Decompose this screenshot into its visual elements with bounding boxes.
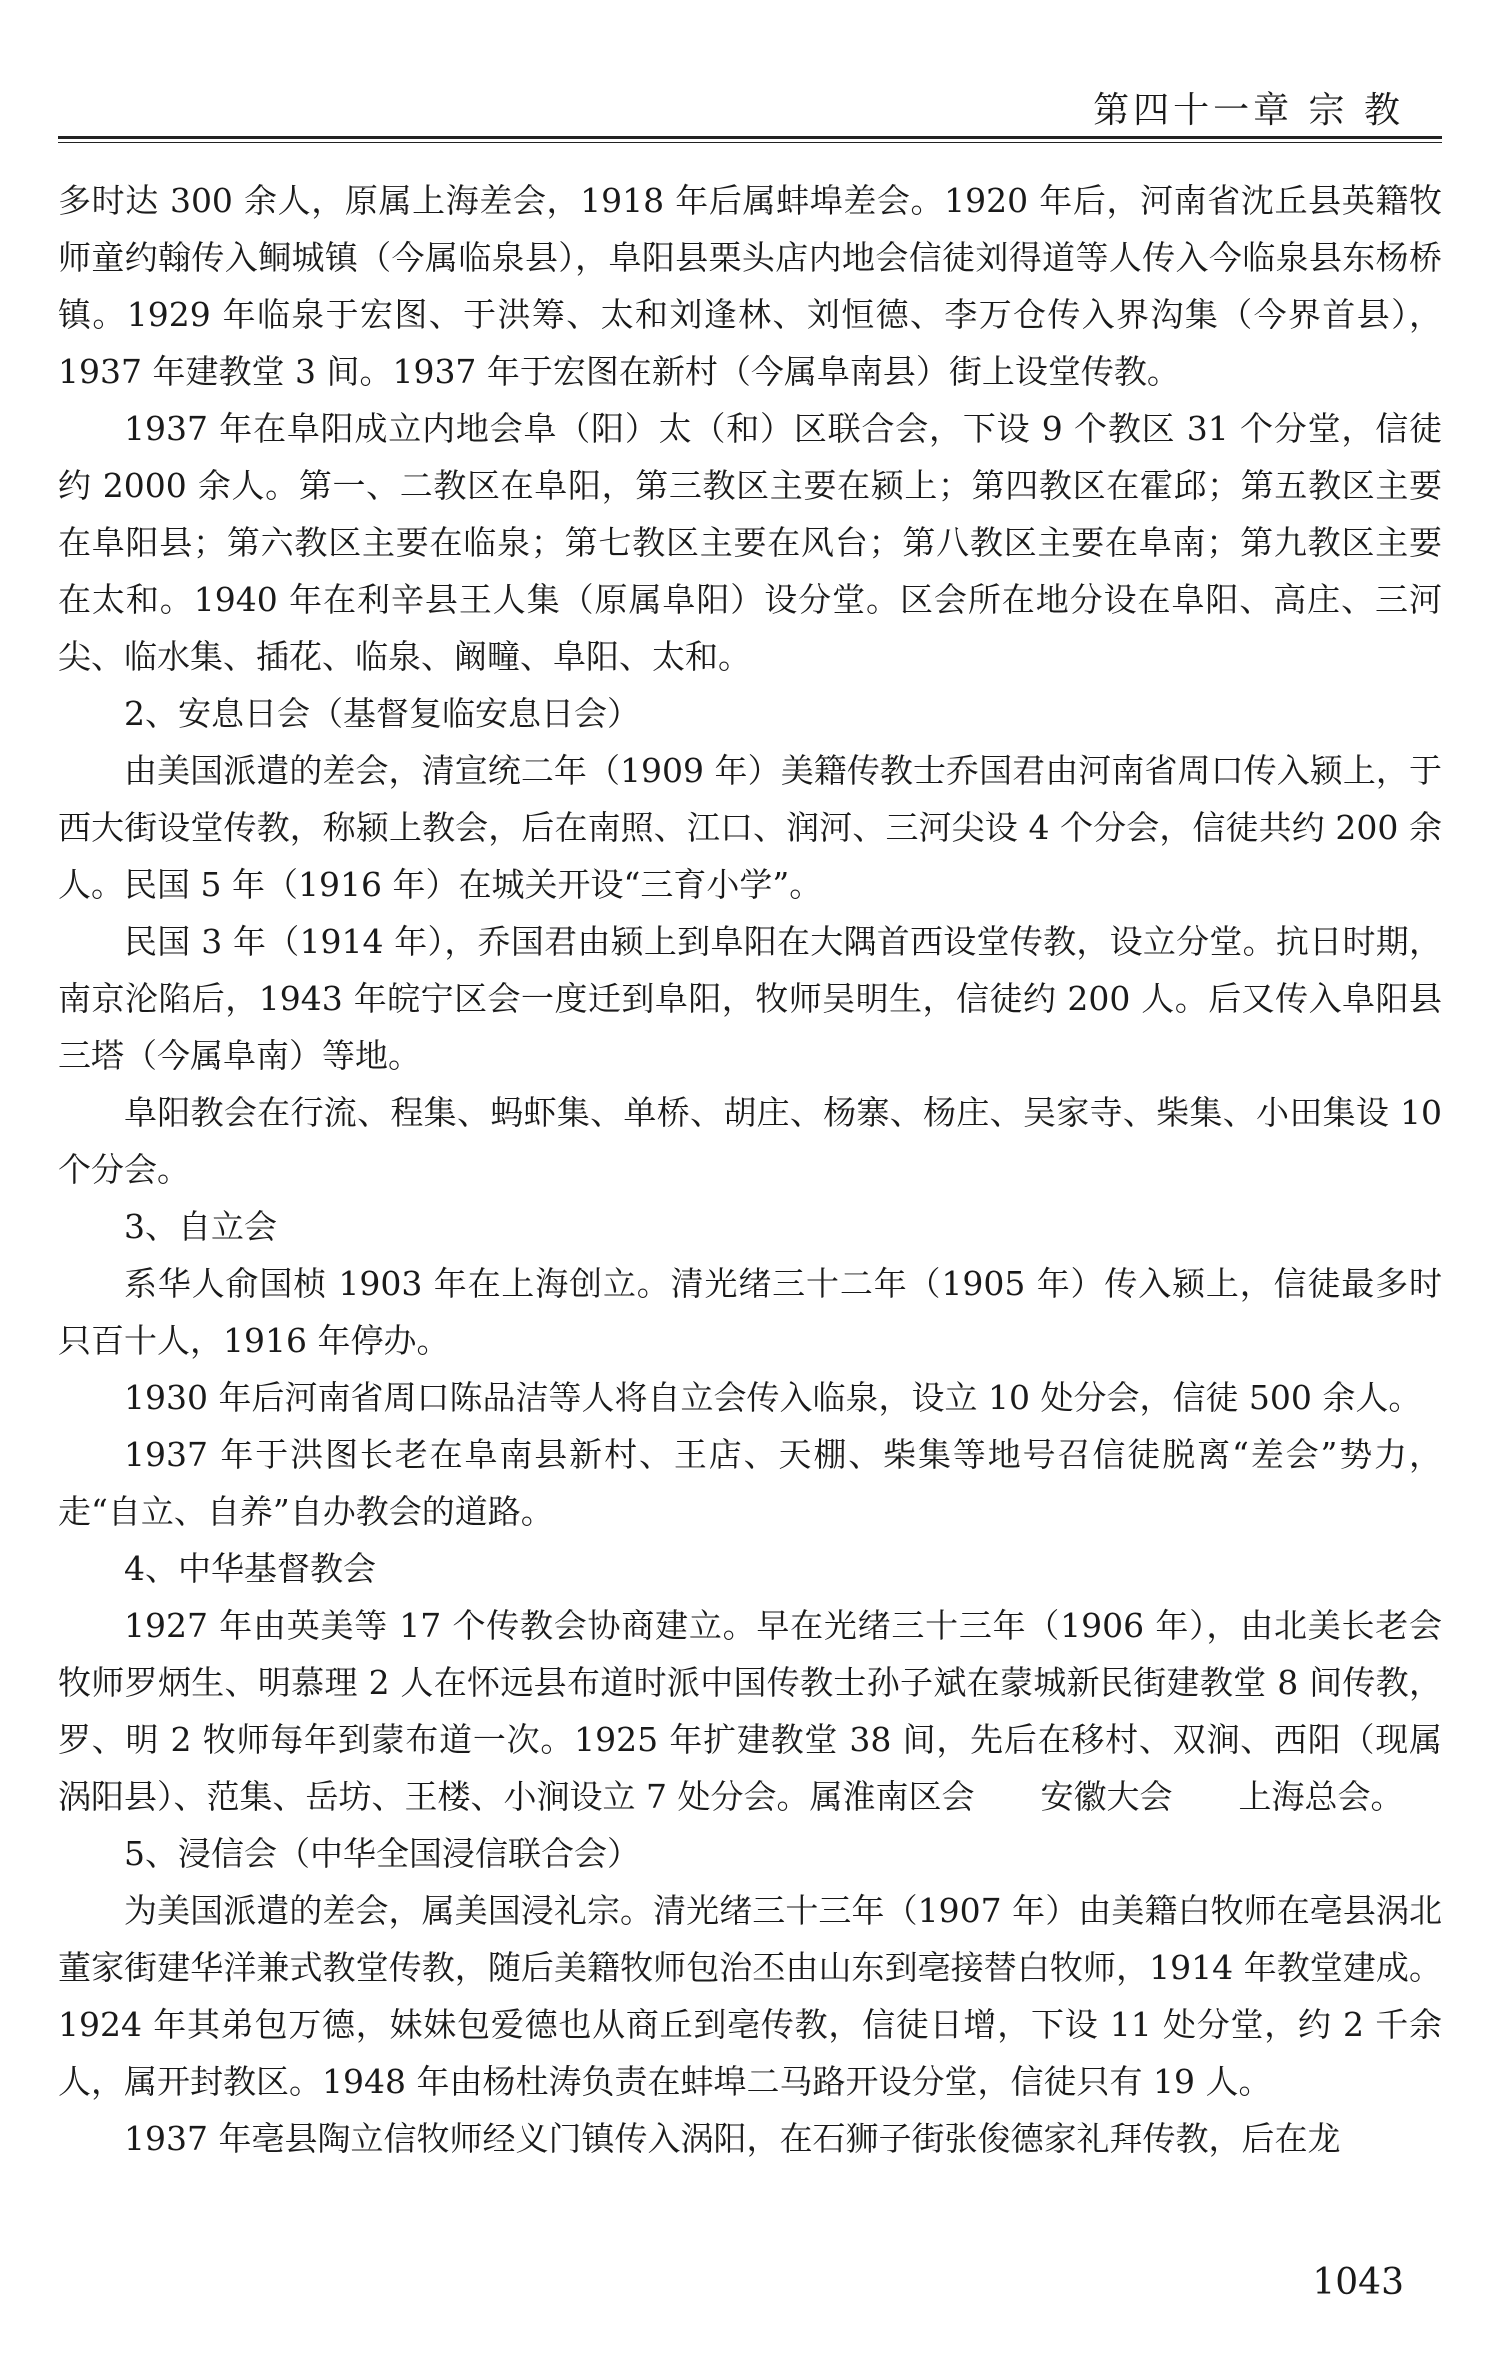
page-number: 1043 — [1312, 2262, 1404, 2303]
section-heading: 4、中华基督教会 — [124, 1549, 376, 1588]
header-rule-thick — [58, 136, 1442, 139]
paragraph: 1937 年亳县陶立信牧师经义门镇传入涡阳，在石狮子街张俊德家礼拜传教，后在龙 — [124, 2119, 1341, 2158]
paragraph: 多时达 300 余人，原属上海差会，1918 年后属蚌埠差会。1920 年后，河南省沈丘县英籍牧师童约翰传入鲖城镇（今属临泉县），阜阳县栗头店内地会信徒刘得道等人传入今临泉县东杨桥镇。1929 年临泉于宏图、于洪筹、太和刘逢林、刘恒德、李万仓传入界沟集（今界首县），1937 年建教堂 3 间。1937 年于宏图在新村（今属阜南县）街上设堂传教。 — [58, 181, 1442, 391]
paragraph: 民国 3 年（1914 年），乔国君由颍上到阜阳在大隅首西设堂传教，设立分堂。抗日时期，南京沦陷后，1943 年皖宁区会一度迁到阜阳，牧师吴明生，信徒约 200 人。后又传入阜阳县三塔（今属阜南）等地。 — [58, 922, 1442, 1075]
header-rule-thin — [58, 142, 1442, 143]
section-heading: 3、自立会 — [124, 1207, 277, 1246]
paragraph: 阜阳教会在行流、程集、蚂虾集、单桥、胡庄、杨寨、杨庄、吴家寺、柴集、小田集设 10 个分会。 — [58, 1093, 1442, 1189]
paragraph: 1937 年于洪图长老在阜南县新村、王店、天棚、柴集等地号召信徒脱离“差会”势力，走“自立、自养”自办教会的道路。 — [58, 1435, 1442, 1531]
paragraph: 系华人俞国桢 1903 年在上海创立。清光绪三十二年（1905 年）传入颍上，信徒最多时只百十人，1916 年停办。 — [58, 1264, 1442, 1360]
paragraph: 1930 年后河南省周口陈品洁等人将自立会传入临泉，设立 10 处分会，信徒 500 余人。 — [124, 1378, 1422, 1417]
paragraph: 1927 年由英美等 17 个传教会协商建立。早在光绪三十三年（1906 年），由北美长老会牧师罗炳生、明慕理 2 人在怀远县布道时派中国传教士孙子斌在蒙城新民街建教堂 8 间传教，罗、明 2 牧师每年到蒙布道一次。1925 年扩建教堂 38 间，先后在移村、双涧、西阳（现属涡阳县）、范集、岳坊、王楼、小涧设立 7 处分会。属淮南区会 安徽大会 上海总会。 — [58, 1606, 1442, 1816]
section-heading: 5、浸信会（中华全国浸信联合会） — [124, 1834, 640, 1873]
paragraph: 由美国派遣的差会，清宣统二年（1909 年）美籍传教士乔国君由河南省周口传入颍上，于西大街设堂传教，称颍上教会，后在南照、江口、润河、三河尖设 4 个分会，信徒共约 200 余人。民国 5 年（1916 年）在城关开设“三育小学”。 — [58, 751, 1442, 904]
body-text — [58, 172, 1442, 2167]
section-heading: 2、安息日会（基督复临安息日会） — [124, 694, 640, 733]
chapter-header: 第四十一章 宗 教 — [1093, 90, 1404, 131]
paragraph: 1937 年在阜阳成立内地会阜（阳）太（和）区联合会，下设 9 个教区 31 个分堂，信徒约 2000 余人。第一、二教区在阜阳，第三教区主要在颍上；第四教区在霍邱；第五教区主要在阜阳县；第六教区主要在临泉；第七教区主要在风台；第八教区主要在阜南；第九教区主要在太和。1940 年在利辛县王人集（原属阜阳）设分堂。区会所在地分设在阜阳、高庄、三河尖、临水集、插花、临泉、阚疃、阜阳、太和。 — [58, 409, 1442, 676]
paragraph: 为美国派遣的差会，属美国浸礼宗。清光绪三十三年（1907 年）由美籍白牧师在亳县涡北董家街建华洋兼式教堂传教，随后美籍牧师包治丕由山东到亳接替白牧师，1914 年教堂建成。1924 年其弟包万德，妹妹包爱德也从商丘到亳传教，信徒日增，下设 11 处分堂，约 2 千余人，属开封教区。1948 年由杨杜涛负责在蚌埠二马路开设分堂，信徒只有 19 人。 — [58, 1891, 1442, 2101]
